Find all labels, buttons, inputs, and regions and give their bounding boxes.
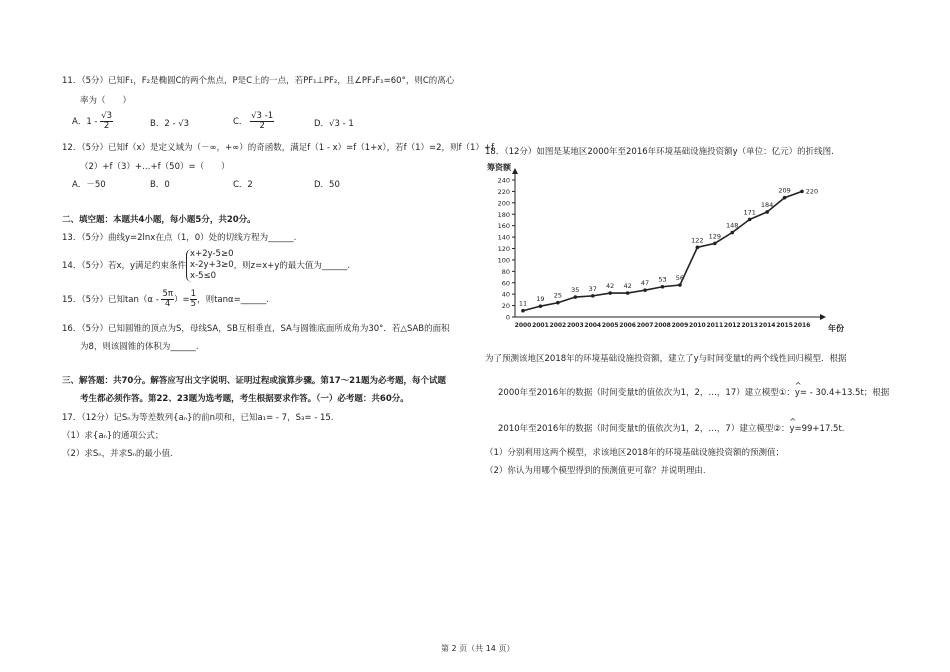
q12-option-c: C．2 (233, 180, 253, 190)
data-point (783, 196, 787, 200)
y-tick-label: 0 (505, 313, 510, 322)
data-point (678, 283, 682, 287)
data-label: 129 (708, 232, 722, 241)
x-tick-label: 2011 (706, 322, 724, 329)
y-tick-label: 240 (497, 176, 510, 185)
x-tick-label: 2003 (566, 322, 584, 329)
data-point (591, 294, 595, 298)
page-footer: 第 2 页（共 14 页） (441, 644, 515, 653)
q17-line3: （2）求Sₙ，并求Sₙ的最小值. (62, 449, 173, 459)
q11-option-a: A．1 - $\frac{√3}{2}$ (72, 111, 113, 131)
section-answer-heading-line1: 三、解答题：共70分。解答应写出文字说明、证明过程或演算步骤。第17～21题为必考题，每个试题 (62, 376, 446, 386)
q11-option-b: B．2 - √3 (150, 119, 190, 129)
q18-para2: 2000年至2016年的数据（时间变量t的值依次为1，2，…，17）建立模型①：^ y= - 30.4+13.5t；根据 (498, 386, 889, 398)
data-point (556, 301, 560, 305)
data-label: 42 (606, 282, 615, 291)
data-label: 11 (518, 299, 528, 308)
q17-line2: （1）求{aₙ}的通项公式； (62, 431, 164, 441)
q18-sub1: （1）分别利用这两个模型，求该地区2018年的环境基础设施投资额的预测值； (485, 448, 785, 458)
q12-option-a: A．－50 (72, 180, 106, 190)
data-point (730, 231, 734, 235)
section-answer-heading-line2: 考生都必须作答。第22、23题为选考题，考生根据要求作答。（一）必考题：共60分。 (80, 394, 409, 404)
q16-line2: 为8，则该圆锥的体积为______. (80, 342, 199, 352)
y-tick-label: 180 (497, 210, 510, 219)
q18-intro: 18．（12分）如图是某地区2000年至2016年环境基础设施投资额y（单位：亿元）的折线图. (485, 147, 834, 157)
y-axis-arrow (512, 168, 518, 174)
x-tick-label: 2006 (619, 322, 636, 329)
x-tick-label: 2014 (758, 322, 776, 329)
y-tick-label: 20 (501, 302, 510, 311)
q12-option-d: D．50 (314, 180, 340, 190)
x-tick-label: 2000 (514, 322, 532, 329)
data-point (643, 288, 647, 292)
data-point (608, 291, 612, 295)
y-tick-label: 160 (497, 222, 510, 231)
data-point (748, 218, 752, 222)
data-point (626, 291, 630, 295)
q11-line1: 11．（5分）已知F₁，F₂是椭圆C的两个焦点，P是C上的一点，若PF₁⊥PF₂，且∠PF₂F₁=60°，则C的离心 (62, 76, 455, 86)
q11-line2: 率为（ ） (80, 96, 132, 106)
data-label: 122 (691, 236, 704, 245)
x-tick-label: 2013 (741, 322, 759, 329)
q18-para1: 为了预测该地区2018年的环境基础设施投资额，建立了y与时间变量t的两个线性回归模型．根据 (485, 354, 847, 364)
data-point (765, 210, 769, 214)
data-label: 19 (536, 295, 545, 304)
q14: 14．（5分）若x，y满足约束条件 x+2y-5≥0 x-2y+3≥0 x-5≤0 ，则z=x+y的最大值为______. (62, 249, 351, 281)
data-label: 37 (588, 284, 597, 293)
data-point (521, 309, 525, 313)
x-tick-label: 2010 (689, 322, 706, 329)
y-tick-label: 120 (497, 245, 510, 253)
x-tick-label: 2009 (671, 322, 689, 329)
x-axis-arrow (820, 314, 826, 320)
data-label: 53 (658, 275, 667, 284)
data-label: 220 (805, 187, 819, 196)
data-point (539, 304, 543, 308)
x-tick-label: 2001 (532, 322, 549, 329)
y-tick-label: 220 (497, 187, 510, 196)
data-label: 209 (778, 186, 791, 195)
x-tick-label: 2002 (549, 322, 567, 329)
data-point (696, 246, 700, 250)
q11-option-c: C． $\frac{√3 -1}{2}$ (233, 111, 274, 131)
y-tick-label: 140 (497, 233, 510, 242)
data-label: 25 (553, 291, 563, 300)
data-point (661, 285, 665, 289)
data-label: 148 (726, 221, 739, 230)
x-tick-label: 2004 (584, 322, 602, 329)
data-label: 171 (743, 208, 756, 217)
q12-option-b: B．0 (150, 180, 170, 190)
y-axis-label: 筹资额 (487, 163, 511, 172)
q12-line1: 12．（5分）已知f（x）是定义域为（－∞，+∞）的奇函数，满足f（1 - x）=f（1+x），若f（1）=2，则f（1）+f (62, 143, 495, 153)
data-point (713, 242, 717, 246)
y-tick-label: 100 (497, 256, 510, 265)
data-label: 56 (675, 274, 685, 283)
data-label: 42 (623, 282, 632, 291)
q11-option-d: D．√3 - 1 (314, 119, 354, 129)
section-fill-in-heading: 二、填空题：本题共4小题，每小题5分，共20分。 (62, 215, 256, 225)
investment-line-chart (480, 158, 860, 340)
data-point (800, 190, 804, 194)
q17-line1: 17．（12分）记Sₙ为等差数列{aₙ}的前n项和，已知a₁= - 7，S₃= - 15. (62, 413, 334, 423)
q15: 15．（5分）已知tan（α - $\frac{5\pi}{4}$ ）= $\frac{1}{5}$ ，则tanα=______. (62, 289, 269, 309)
y-tick-label: 60 (501, 279, 510, 288)
x-tick-label: 2008 (654, 322, 671, 329)
q18-para3: 2010年至2016年的数据（时间变量t的值依次为1，2，…，7）建立模型②：^ y=99+17.5t. (498, 422, 845, 434)
x-tick-label: 2016 (793, 322, 811, 329)
y-tick-label: 200 (497, 199, 510, 208)
x-tick-label: 2005 (601, 322, 619, 329)
x-tick-label: 2012 (723, 322, 741, 329)
data-label: 35 (571, 286, 580, 295)
q12-line2: （2）+f（3）+…+f（50）=（ ） (80, 162, 230, 172)
x-tick-label: 2007 (636, 322, 654, 329)
q13: 13．（5分）曲线y=2lnx在点（1，0）处的切线方程为______. (62, 233, 297, 243)
data-label: 47 (640, 279, 650, 288)
series-line (523, 191, 802, 310)
data-label: 184 (760, 200, 774, 209)
data-point (574, 295, 578, 299)
q18-sub2: （2）你认为用哪个模型得到的预测值更可靠？并说明理由. (485, 466, 706, 476)
y-tick-label: 80 (501, 267, 510, 276)
x-tick-label: 2015 (776, 322, 793, 329)
x-axis-label: 年份 (828, 324, 844, 333)
q16-line1: 16．（5分）已知圆锥的顶点为S，母线SA，SB互相垂直，SA与圆锥底面所成角为30°．若△SAB的面积 (62, 324, 450, 334)
y-tick-label: 40 (501, 290, 510, 299)
